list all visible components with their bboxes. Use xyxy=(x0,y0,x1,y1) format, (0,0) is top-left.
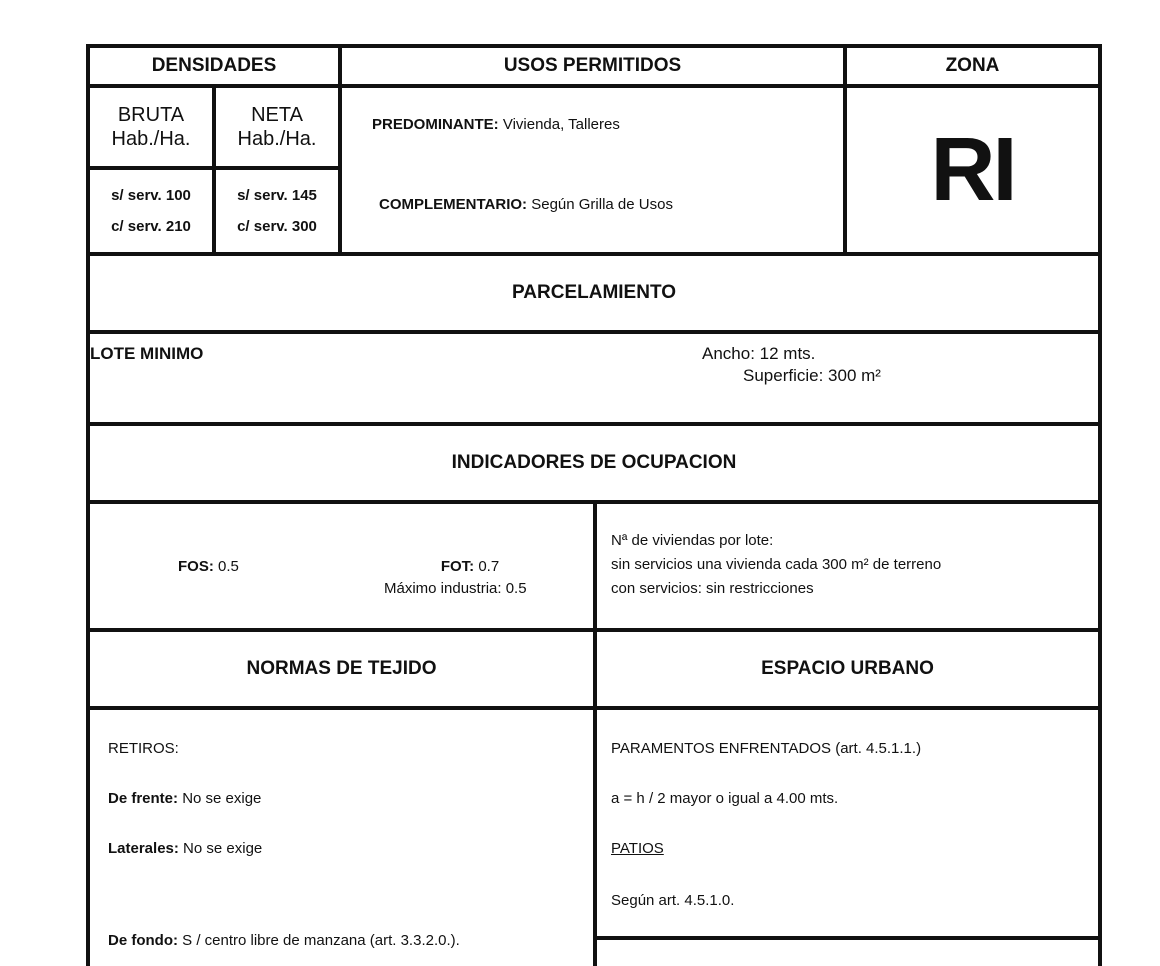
viviendas-line-3: con servicios: sin restricciones xyxy=(611,580,814,597)
usos-header xyxy=(338,44,847,88)
normas-tejido-header xyxy=(86,628,597,710)
normas-tejido-body xyxy=(86,706,597,966)
zoning-sheet xyxy=(86,44,1102,950)
zona-body xyxy=(843,84,1102,256)
espacio-urbano-title: ESPACIO URBANO xyxy=(761,658,934,679)
fos-line xyxy=(178,558,239,575)
fos-value: 0.5 xyxy=(218,558,239,575)
paramentos-line: PARAMENTOS ENFRENTADOS (art. 4.5.1.1.) xyxy=(611,740,922,757)
usos-body xyxy=(338,84,847,256)
frente-value: No se exige xyxy=(182,790,262,807)
espacio-urbano-header xyxy=(593,628,1102,710)
densidades-header xyxy=(86,44,342,88)
laterales-line xyxy=(108,840,262,857)
viviendas-cell xyxy=(593,500,1102,632)
fondo-value: S / centro libre de manzana (art. 3.3.2.0.). xyxy=(182,932,460,949)
densidades-title: DENSIDADES xyxy=(151,55,277,76)
laterales-value: No se exige xyxy=(183,840,263,857)
predominante-label: PREDOMINANTE: xyxy=(372,116,499,133)
indicadores-title: INDICADORES DE OCUPACION xyxy=(451,452,737,473)
patios-heading xyxy=(611,840,664,857)
neta-con-servicios: c/ serv. 300 xyxy=(237,218,317,235)
bruta-header xyxy=(86,84,216,170)
bruta-values xyxy=(86,166,216,256)
viviendas-line-2: sin servicios una vivienda cada 300 m² de terreno xyxy=(611,556,942,573)
fot-line xyxy=(390,558,550,575)
ancho-value: Ancho: 12 mts. xyxy=(702,344,816,363)
patios-label: PATIOS xyxy=(611,840,664,857)
frente-label: De frente: xyxy=(108,790,179,807)
zona-header xyxy=(843,44,1102,88)
bruta-label: BRUTA xyxy=(117,104,185,126)
indicadores-header xyxy=(86,422,1102,504)
viviendas-line-1: Nª de viviendas por lote: xyxy=(611,532,774,549)
fos-label: FOS: xyxy=(178,558,214,575)
usos-title: USOS PERMITIDOS xyxy=(503,55,682,76)
fot-value: 0.7 xyxy=(478,558,500,575)
espacio-urbano-body xyxy=(593,706,1102,940)
neta-unit: Hab./Ha. xyxy=(237,128,317,150)
bruta-sin-servicios: s/ serv. 100 xyxy=(111,187,191,204)
normas-tejido-title: NORMAS DE TEJIDO xyxy=(246,658,437,679)
neta-values xyxy=(212,166,342,256)
complementario-value: Según Grilla de Usos xyxy=(531,196,673,213)
lote-minimo-row xyxy=(86,330,1102,426)
lote-minimo-label: LOTE MINIMO xyxy=(90,344,204,363)
complementario-label: COMPLEMENTARIO: xyxy=(379,196,528,213)
neta-sin-servicios: s/ serv. 145 xyxy=(237,187,317,204)
fot-label: FOT: xyxy=(440,558,475,575)
retiros-label: RETIROS: xyxy=(108,740,179,757)
fos-fot-cell xyxy=(86,500,597,632)
superficie-value: Superficie: 300 m² xyxy=(743,366,881,385)
zona-title: ZONA xyxy=(945,55,1000,76)
espacio-urbano-next-row xyxy=(593,936,1102,966)
laterales-label: Laterales: xyxy=(108,840,179,857)
fondo-line xyxy=(108,932,460,949)
predominante-value: Vivienda, Talleres xyxy=(502,116,620,133)
zona-code: RI xyxy=(930,119,1015,220)
patios-ref-line: Según art. 4.5.1.0. xyxy=(611,892,735,909)
bruta-unit: Hab./Ha. xyxy=(111,128,191,150)
complementario-line xyxy=(379,196,673,213)
frente-line xyxy=(108,790,261,807)
neta-header xyxy=(212,84,342,170)
predominante-line xyxy=(372,116,620,133)
fondo-label: De fondo: xyxy=(108,932,178,949)
neta-label: NETA xyxy=(251,104,303,126)
fot-note: Máximo industria: 0.5 xyxy=(384,580,527,597)
formula-line: a = h / 2 mayor o igual a 4.00 mts. xyxy=(611,790,839,807)
parcelamiento-title: PARCELAMIENTO xyxy=(512,282,676,303)
bruta-con-servicios: c/ serv. 210 xyxy=(111,218,191,235)
parcelamiento-header xyxy=(86,252,1102,334)
